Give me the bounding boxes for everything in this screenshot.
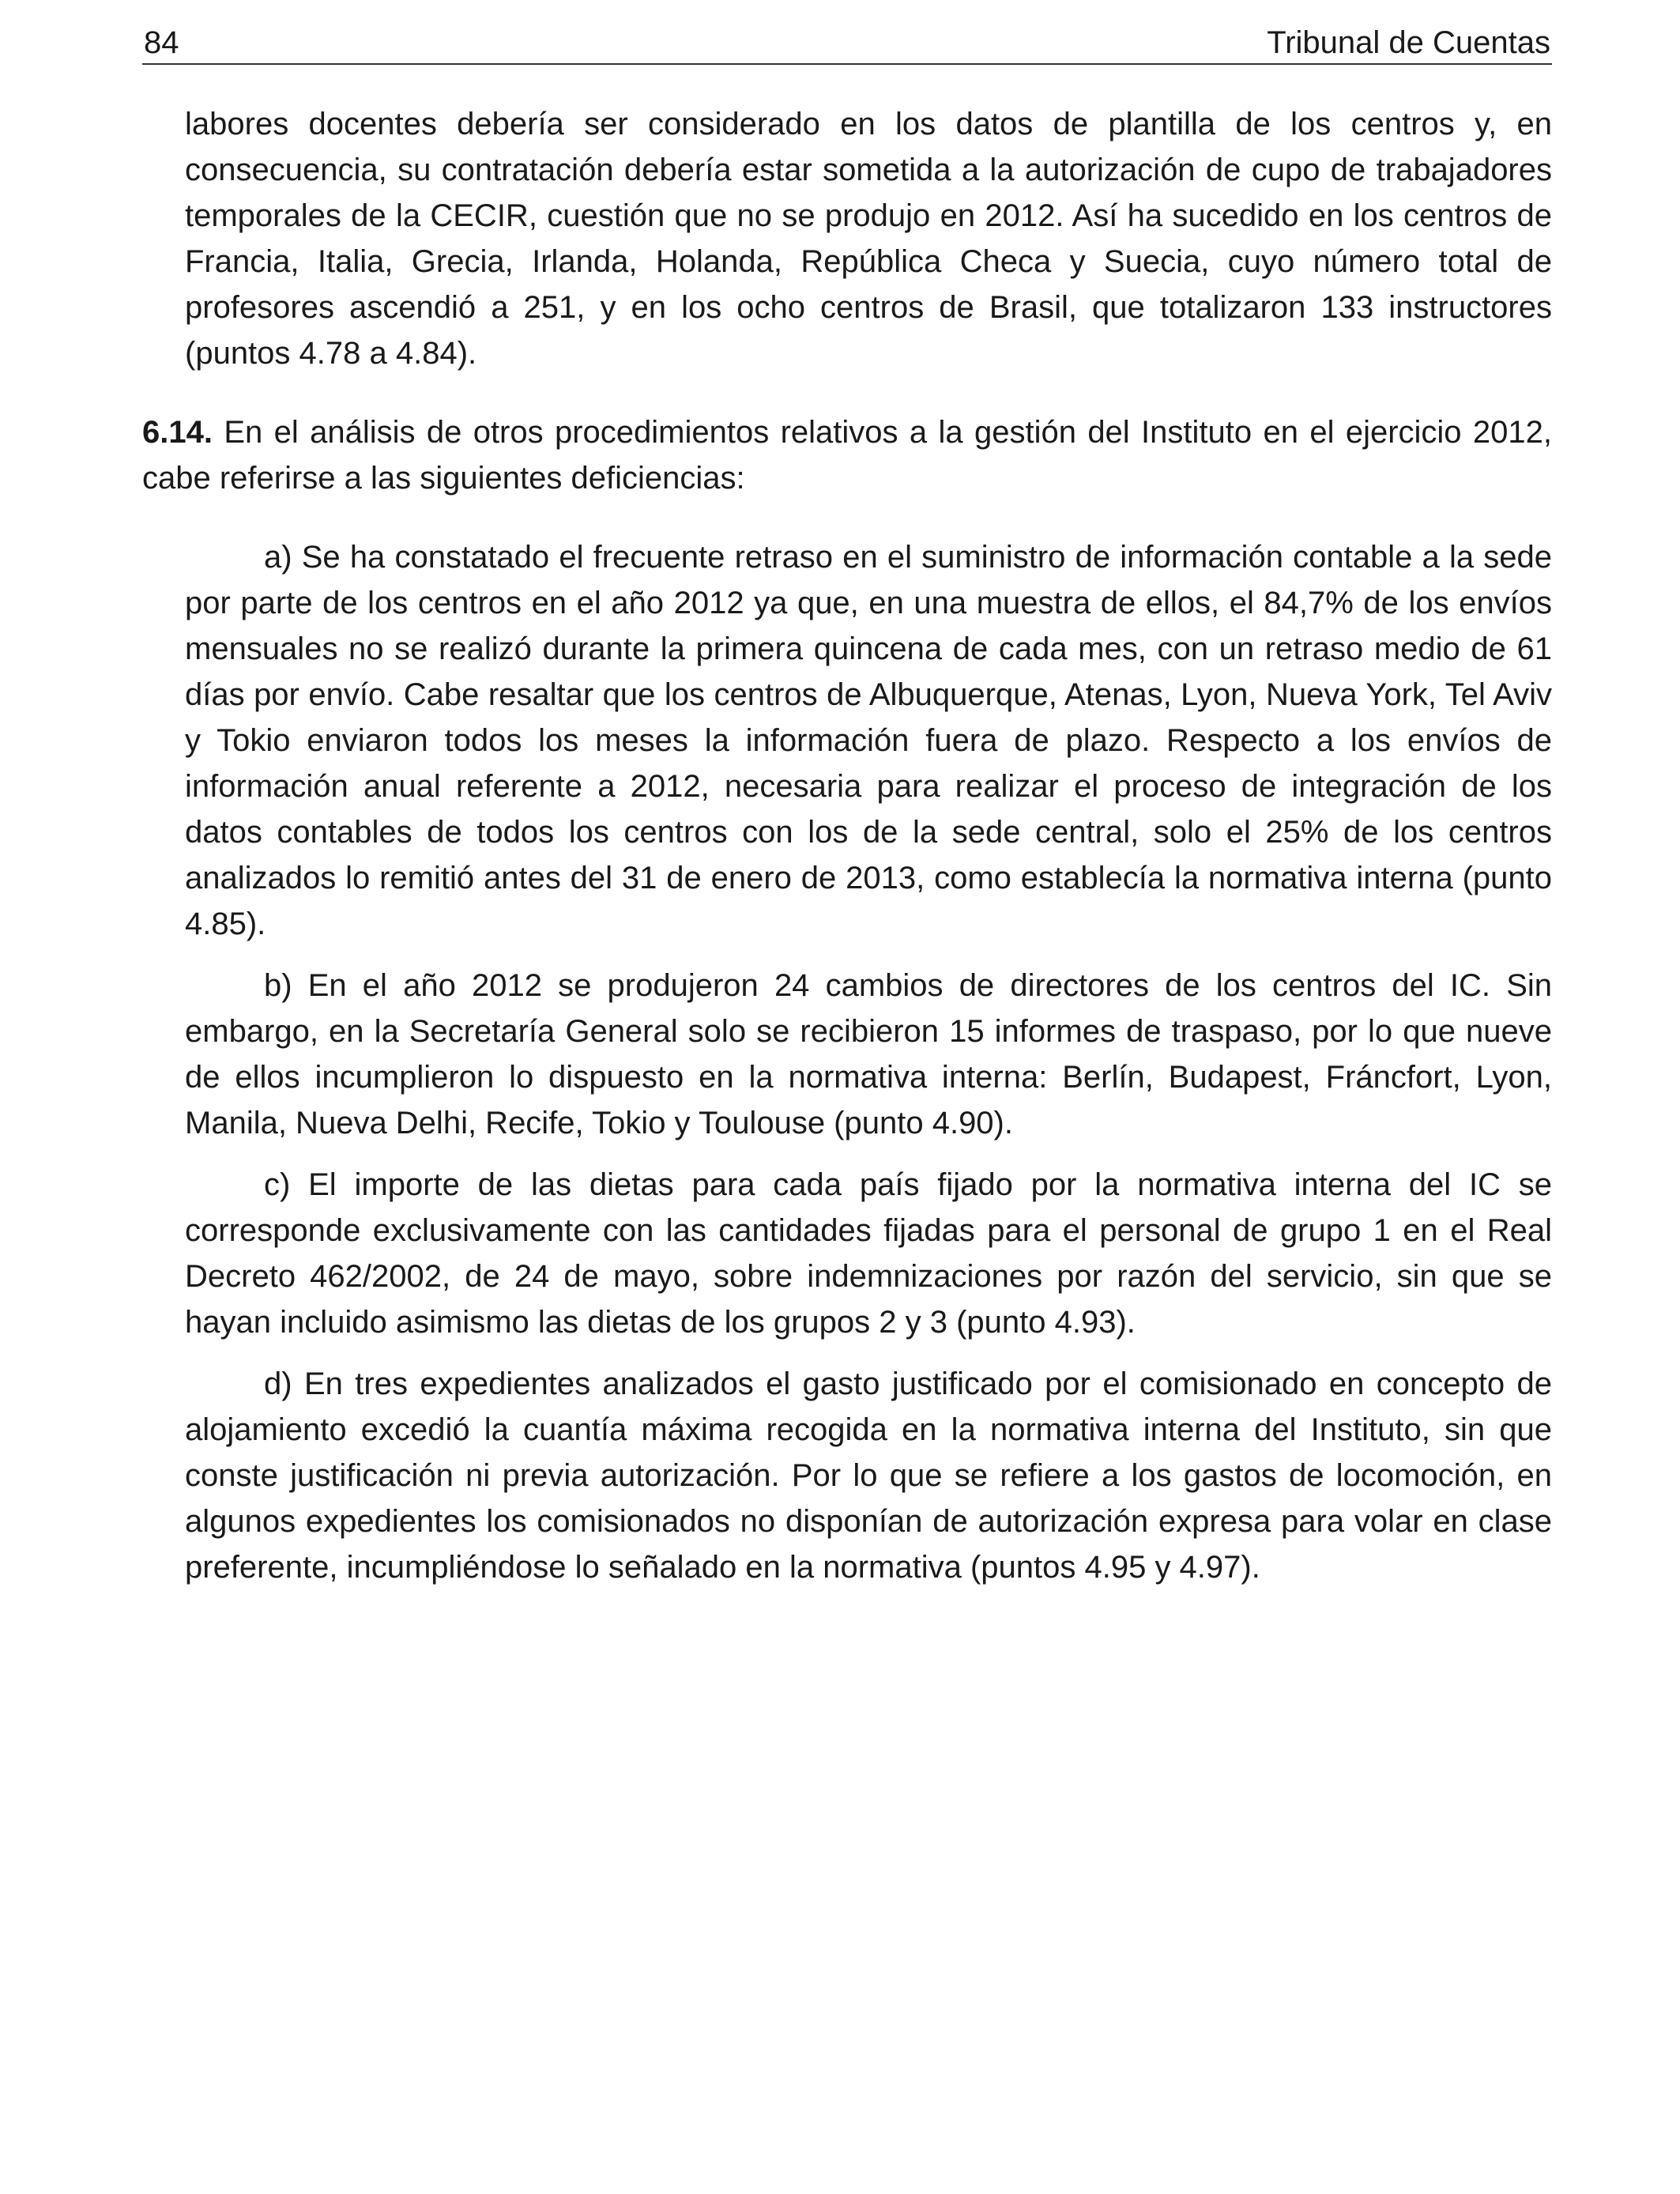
section-number: 6.14. xyxy=(142,415,213,450)
continued-paragraph: labores docentes debería ser considerado en los datos de plantilla de los centros y, en consecuencia, su contratación debería estar sometida a la autorización de cupo de trabajadores temporales de la CECIR, cuestión que no se produjo en 2012. Así ha sucedido en los centros de Francia, Italia, Grecia, Irlanda, Holanda, República Checa y Suecia, cuyo número total de profesores ascendió a 251, y en los ocho centros de Brasil, que totalizaron 133 instructores (puntos 4.78 a 4.84). xyxy=(185,107,1552,371)
running-title: Tribunal de Cuentas xyxy=(1267,25,1550,60)
list-item-d: d) En tres expedientes analizados el gasto justificado por el comisionado en concepto de alojamiento excedió la cuantía máxima recogida en la normativa interna del Instituto, sin que conste justificación ni previa autorización. Por lo que se refiere a los gastos de locomoción, en algunos expedientes los comisionados no disponían de autorización expresa para volar en clase preferente, incumpliéndose lo señalado en la normativa (puntos 4.95 y 4.97). xyxy=(185,1367,1552,1585)
list-item-b: b) En el año 2012 se produjeron 24 cambios de directores de los centros del IC. Sin embargo, en la Secretaría General solo se recibieron 15 informes de traspaso, por lo que nueve de ellos incumplieron lo dispuesto en la normativa interna: Berlín, Budapest, Fráncfort, Lyon, Manila, Nueva Delhi, Recife, Tokio y Toulouse (punto 4.90). xyxy=(185,968,1552,1140)
list-item-a: a) Se ha constatado el frecuente retraso en el suministro de información contable a la sede por parte de los centros en el año 2012 ya que, en una muestra de ellos, el 84,7% de los envíos mensuales no se realizó durante la primera quincena de cada mes, con un retraso medio de 61 días por envío. Cabe resaltar que los centros de Albuquerque, Atenas, Lyon, Nueva York, Tel Aviv y Tokio enviaron todos los meses la información fuera de plazo. Respecto a los envíos de información anual referente a 2012, necesaria para realizar el proceso de integración de los datos contables de todos los centros con los de la sede central, solo el 25% de los centros analizados lo remitió antes del 31 de enero de 2013, como establecía la normativa interna (punto 4.85). xyxy=(185,540,1552,941)
document-body xyxy=(142,101,1552,1606)
section-intro: En el análisis de otros procedimientos relativos a la gestión del Instituto en el ejercicio 2012, cabe referirse a las siguientes deficiencias: xyxy=(142,415,1552,496)
deficiency-list xyxy=(185,534,1552,1590)
section-paragraph xyxy=(142,409,1552,501)
list-item-c: c) El importe de las dietas para cada país fijado por la normativa interna del IC se corresponde exclusivamente con las cantidades fijadas para el personal de grupo 1 en el Real Decreto 462/2002, de 24 de mayo, sobre indemnizaciones por razón del servicio, sin que se hayan incluido asimismo las dietas de los grupos 2 y 3 (punto 4.93). xyxy=(185,1167,1552,1340)
page-number: 84 xyxy=(144,25,179,60)
page-header xyxy=(142,22,1552,65)
